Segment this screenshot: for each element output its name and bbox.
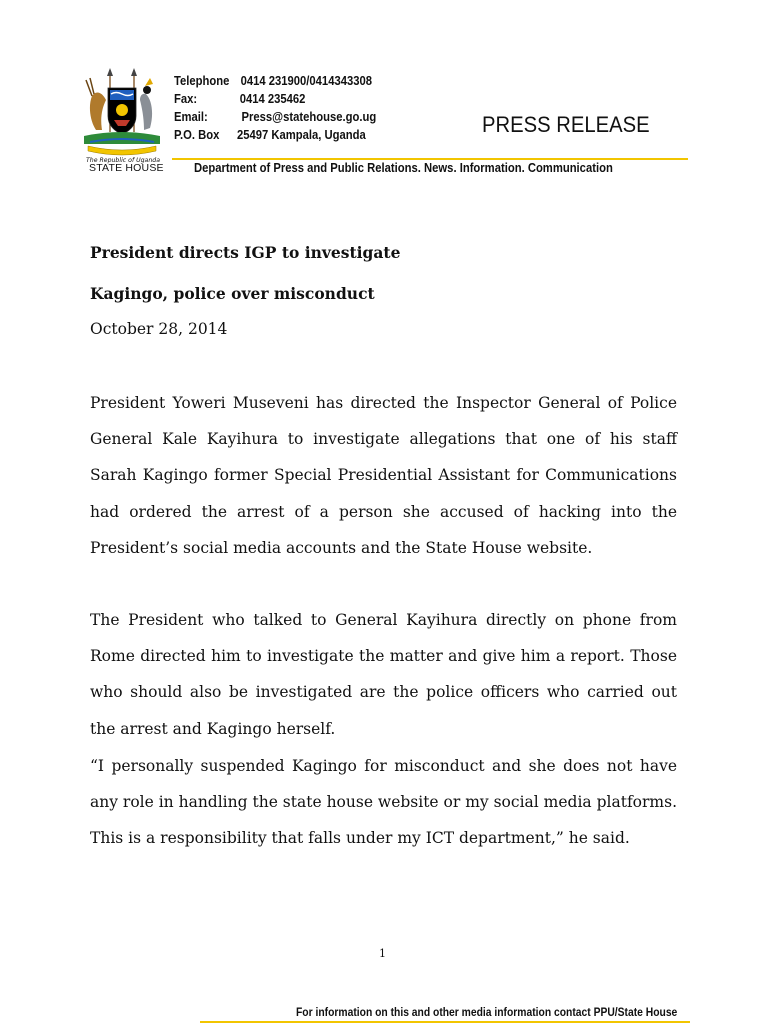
footer-divider xyxy=(200,1021,690,1023)
footer-contact-note: For information on this and other media information contact PPU/State House xyxy=(296,1005,678,1019)
body-paragraph-2: The President who talked to General Kayihura directly on phone from Rome directed him to investigate the matter and give him a report. Those who should also be investigated are the police officers who carried out the arrest and Kagingo herself. xyxy=(90,611,677,738)
contact-value: 25497 Kampala, Uganda xyxy=(237,128,366,142)
contact-label: Telephone xyxy=(174,74,230,88)
body-paragraph-3: “I personally suspended Kagingo for misconduct and she does not have any role in handling the state house website or my social media platforms. This is a responsibility that falls under my ICT department,” he said. xyxy=(90,757,677,848)
headline-line-2: Kagingo, police over misconduct xyxy=(90,284,375,303)
page-number: 1 xyxy=(379,947,386,960)
contact-label: Email: xyxy=(174,110,208,124)
contact-email xyxy=(174,110,377,124)
headline-line-1: President directs IGP to investigate xyxy=(90,243,401,262)
uganda-coat-of-arms-icon xyxy=(80,66,164,164)
contact-value: 0414 231900/0414343308 xyxy=(240,74,372,88)
contact-po-box xyxy=(174,128,366,142)
contact-fax xyxy=(174,92,306,106)
contact-label: P.O. Box xyxy=(174,128,220,142)
body-paragraph-1: President Yoweri Museveni has directed the Inspector General of Police General Kale Kayihura to investigate allegations that one of his staff Sarah Kagingo former Special Presidential Assistant for Communications had ordered the arrest of a person she accused of hacking into the President’s social media accounts and the State House website. xyxy=(90,394,677,557)
crest-caption: The Republic of Uganda xyxy=(86,157,160,164)
press-release-title: PRESS RELEASE xyxy=(482,112,650,137)
state-house-label: STATE HOUSE xyxy=(89,162,164,174)
contact-value: 0414 235462 xyxy=(239,92,306,106)
contact-value: Press@statehouse.go.ug xyxy=(241,110,377,124)
release-date: October 28, 2014 xyxy=(90,320,228,338)
contact-telephone xyxy=(174,74,372,88)
contact-label: Fax: xyxy=(174,92,198,106)
header-divider xyxy=(172,158,688,160)
department-line: Department of Press and Public Relations. News. Information. Communication xyxy=(194,161,613,175)
